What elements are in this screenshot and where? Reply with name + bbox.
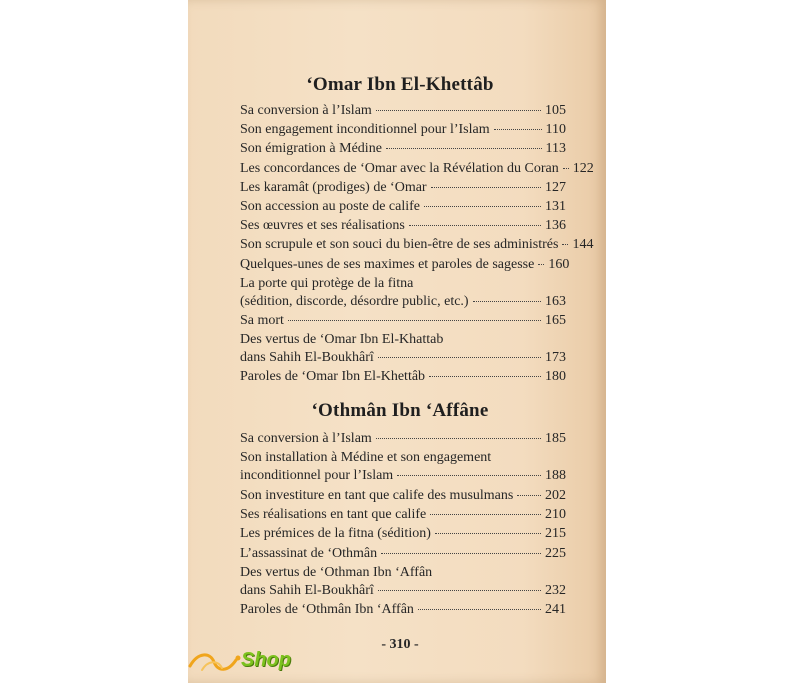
toc-entry	[240, 368, 566, 386]
toc-page-number: 131	[545, 199, 566, 214]
dot-leader	[563, 168, 569, 169]
dot-leader	[562, 244, 568, 245]
toc-entry	[240, 601, 566, 619]
toc-entry	[240, 236, 594, 254]
toc-page-number: 105	[545, 103, 566, 118]
toc-page-number: 180	[545, 369, 566, 385]
dot-leader	[288, 320, 541, 321]
toc-page-number: 241	[545, 602, 566, 618]
toc-entry-title: Sa conversion à l’Islam	[240, 431, 372, 446]
section-title: ‘Othmân Ibn ‘Affâne	[311, 400, 489, 421]
logo-text: Shop	[241, 649, 291, 671]
toc-entry-title: dans Sahih El-Boukhârî	[240, 582, 374, 598]
dot-leader	[378, 357, 541, 358]
dot-leader	[376, 438, 541, 439]
toc-entry	[240, 275, 566, 311]
toc-entry-title: inconditionnel pour l’Islam	[240, 468, 394, 484]
toc-page-number: 173	[545, 350, 566, 366]
toc-page-number: 225	[545, 545, 566, 561]
toc-entry-title: Ses œuvres et ses réalisations	[240, 218, 405, 234]
toc-page-number: 113	[545, 141, 566, 157]
toc-entry-title: Les concordances de ‘Omar avec la Révélation du Coran	[240, 160, 559, 176]
section-title: ‘Omar Ibn El-Khettâb	[306, 74, 494, 95]
toc-page-number: 232	[545, 582, 566, 598]
dot-leader	[435, 533, 541, 534]
page-number: - 310 -	[381, 637, 419, 652]
toc-entry-title: Sa mort	[240, 313, 284, 328]
toc-entry-title: Son scrupule et son souci du bien-être de ses administrés	[240, 237, 559, 253]
toc-entry	[240, 564, 566, 600]
toc-entry-title: Son accession au poste de calife	[240, 199, 420, 214]
toc-entry	[240, 331, 566, 367]
toc-entry-title: Son investiture en tant que calife des musulmans	[240, 487, 514, 503]
toc-entry	[240, 312, 566, 330]
toc-entry-title: Paroles de ‘Omar Ibn El-Khettâb	[240, 369, 426, 385]
dot-leader	[378, 590, 541, 591]
dot-leader	[381, 553, 541, 554]
toc-entry-title: Paroles de ‘Othmân Ibn ‘Affân	[240, 602, 414, 618]
toc-page-number: 144	[572, 237, 594, 253]
toc-page-number: 202	[545, 487, 566, 503]
toc-page-number: 163	[545, 293, 566, 309]
toc-entry-title: Des vertus de ‘Omar Ibn El-Khattab	[240, 332, 444, 348]
toc-entry-title: Les prémices de la fitna (sédition)	[240, 526, 431, 542]
toc-entry	[240, 487, 566, 505]
toc-entry-title: La porte qui protège de la fitna	[240, 275, 414, 291]
toc-page-number: 165	[545, 313, 566, 328]
dot-leader	[418, 609, 541, 610]
toc-entry	[240, 256, 570, 274]
toc-page-number: 122	[572, 160, 594, 176]
toc-page-number: 188	[545, 468, 566, 484]
toc-entry	[240, 160, 594, 178]
toc-entry	[240, 545, 566, 563]
toc-entry	[240, 179, 566, 197]
logo-swirl-icon	[188, 646, 248, 678]
toc-page-number: 185	[545, 431, 566, 446]
toc-page-number: 127	[545, 179, 566, 195]
toc-entry	[240, 102, 566, 120]
toc-page-number: 110	[545, 122, 566, 138]
toc-entry	[240, 449, 566, 485]
dot-leader	[376, 110, 541, 111]
toc-page-number: 210	[545, 506, 566, 522]
dot-leader	[409, 225, 541, 226]
toc-entry-title: Sa conversion à l’Islam	[240, 103, 372, 118]
dot-leader	[429, 376, 541, 377]
dot-leader	[386, 148, 542, 149]
toc-entry-title: Son engagement inconditionnel pour l’Islam	[240, 122, 490, 138]
dot-leader	[431, 187, 541, 188]
toc-page-number: 136	[545, 218, 566, 234]
dot-leader	[473, 301, 541, 302]
dot-leader	[397, 475, 541, 476]
toc-entry	[240, 525, 566, 543]
toc-entry	[240, 430, 566, 448]
dot-leader	[538, 264, 544, 265]
dot-leader	[424, 206, 541, 207]
toc-entry-title: Ses réalisations en tant que calife	[240, 506, 427, 522]
dot-leader	[517, 495, 541, 496]
toc-entry-title: Son installation à Médine et son engagement	[240, 450, 492, 466]
dot-leader	[430, 514, 541, 515]
toc-entry	[240, 217, 566, 235]
dot-leader	[494, 129, 542, 130]
toc-entry	[240, 121, 566, 139]
shop-logo	[188, 646, 318, 678]
toc-entry-title: L’assassinat de ‘Othmân	[240, 545, 378, 561]
toc-entry-title: Son émigration à Médine	[240, 141, 382, 157]
toc-entry	[240, 198, 566, 216]
toc-entry-title: dans Sahih El-Boukhârî	[240, 350, 374, 366]
toc-entry-title: Les karamât (prodiges) de ‘Omar	[240, 179, 427, 195]
toc-entry	[240, 506, 566, 524]
toc-page-number: 160	[548, 256, 570, 272]
toc-entry-title: Des vertus de ‘Othman Ibn ‘Affân	[240, 564, 433, 580]
toc-page-number: 215	[545, 526, 566, 542]
toc-entry-title: Quelques-unes de ses maximes et paroles de sagesse	[240, 256, 535, 272]
toc-entry	[240, 140, 566, 158]
toc-entry-title: (sédition, discorde, désordre public, etc.)	[240, 293, 469, 309]
